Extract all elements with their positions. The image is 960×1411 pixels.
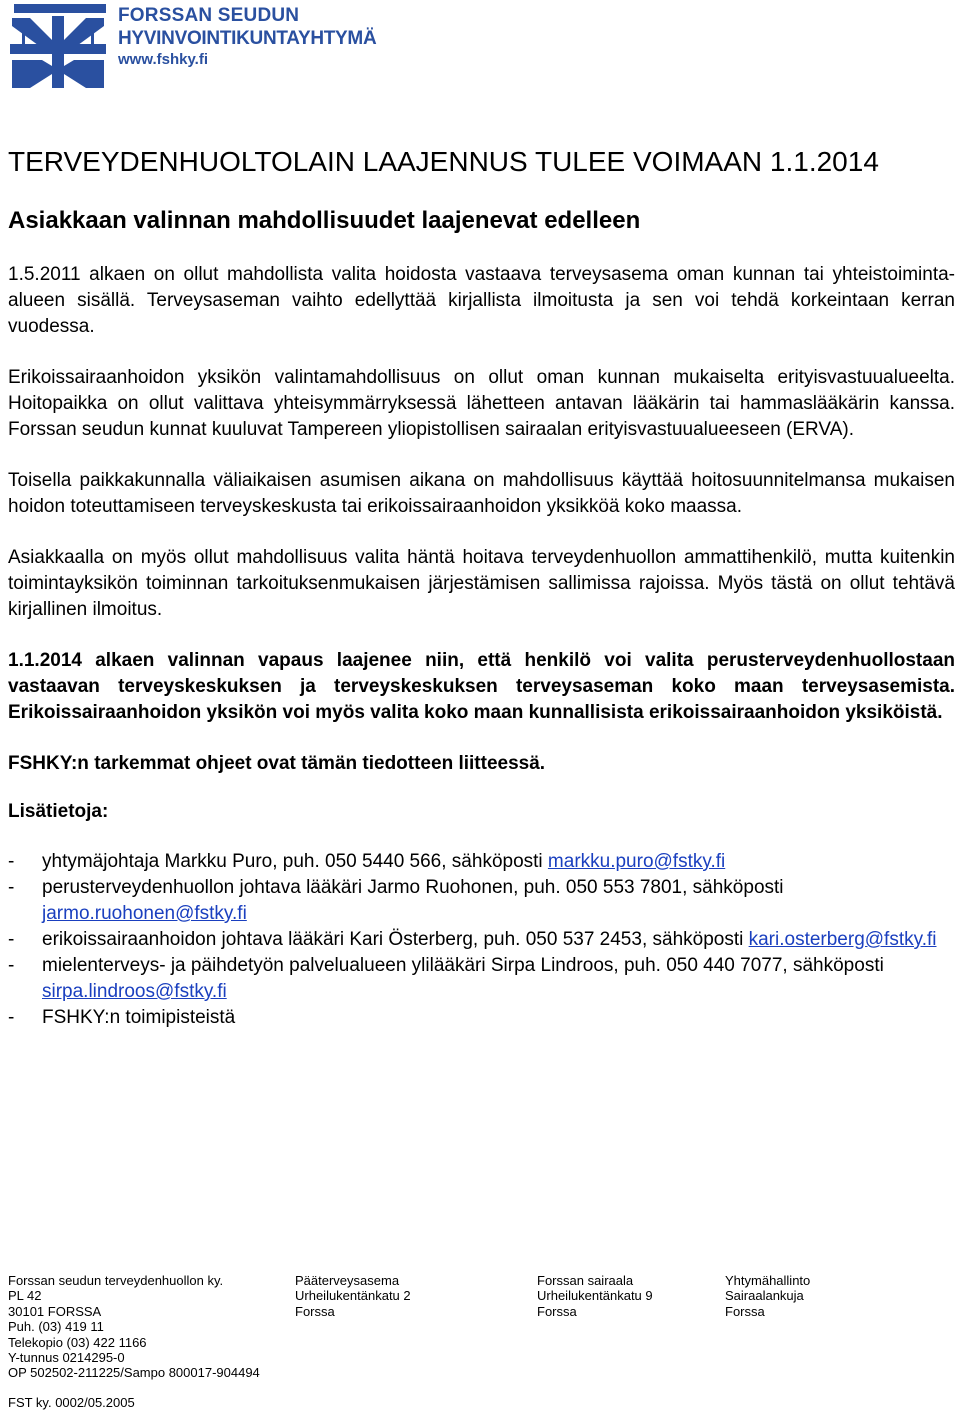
list-dash: - [8,877,15,898]
contact-item [8,953,955,1005]
logo-line-name: FORSSAN SEUDUN [118,5,300,26]
instructions-note: FSHKY:n tarkemmat ohjeet ovat tämän tiedotteen liitteessä. [8,753,546,774]
footer-line: Puh. (03) 419 11 [8,1319,104,1335]
logo-line-organization: HYVINVOINTIKUNTAYHTYMÄ [118,28,377,49]
form-code: FST ky. 0002/05.2005 [8,1395,135,1410]
paragraph: 1.5.2011 alkaen on ollut mahdollista valita hoidosta vastaava terveysasema oman kunnan tai yhteistoiminta-alueen sisällä. Terveysaseman vaihto edellyttää kirjallista ilmoitusta ja sen voi tehdä korkeintaan kerran vuodessa. [8,264,955,337]
document-subtitle: Asiakkaan valinnan mahdollisuudet laajenevat edelleen [8,207,641,234]
footer-line: OP 502502-211225/Sampo 800017-904494 [8,1365,260,1381]
contact-item [8,927,955,953]
logo-website: www.fshky.fi [118,51,209,68]
organization-logo [8,4,377,92]
footer-line: Forssan sairaala [537,1273,634,1288]
footer-column-health-center [295,1273,411,1319]
document-title: TERVEYDENHUOLTOLAIN LAAJENNUS TULEE VOIMAAN 1.1.2014 [8,146,879,177]
document-body [8,262,955,1031]
email-link[interactable]: sirpa.lindroos@fstky.fi [42,981,227,1002]
paragraph: Toisella paikkakunnalla väliaikaisen asumisen aikana on mahdollisuus käyttää hoitosuunnitelmansa mukaisen hoidon toteuttamiseen terveyskeskusta tai erikoissairaanhoidon yksikköä koko maassa. [8,470,955,517]
paragraph: Asiakkaalla on myös ollut mahdollisuus valita häntä hoitava terveydenhuollon ammattihenkilö, mutta kuitenkin toimintayksikön toiminnan tarkoituksenmukaisen järjestämisen sallimissa rajoissa. Myös tästä on ollut tehtävä kirjallinen ilmoitus. [8,547,955,620]
list-dash: - [8,929,15,950]
footer-line: Yhtymähallinto [725,1273,811,1288]
contact-item [8,875,955,927]
email-link[interactable]: markku.puro@fstky.fi [547,851,726,872]
footer-column-organization [8,1273,260,1381]
footer-line: Y-tunnus 0214295-0 [8,1349,125,1365]
footer-line: Pääterveysasema [295,1273,400,1288]
footer-line: Forssa [295,1303,335,1319]
footer-column-hospital [537,1273,653,1319]
footer-line: Forssa [725,1303,765,1319]
footer-line: Urheilukentänkatu 9 [537,1288,653,1304]
email-link[interactable]: kari.osterberg@fstky.fi [748,929,937,950]
footer-line: Sairaalankuja [725,1288,804,1304]
footer-line: Forssan seudun terveydenhuollon ky. [8,1273,224,1288]
footer-line: PL 42 [8,1288,42,1304]
contact-item [8,1005,955,1031]
contact-item [8,849,955,875]
contact-text: FSHKY:n toimipisteistä [42,1007,236,1028]
footer-line: Forssa [537,1303,577,1319]
more-info-label: Lisätietoja: [8,801,109,822]
footer-line: Telekopio (03) 422 1166 [8,1334,147,1350]
footer-line: Urheilukentänkatu 2 [295,1288,411,1304]
paragraph-bold: 1.1.2014 alkaen valinnan vapaus laajenee niin, että henkilö voi valita perusterveydenhuollostaan vastaavan terveyskeskuksen ja terveyskeskuksen terveysaseman koko maan terveysasemista. Erikoissairaanhoidon yksikön voi myös valita koko maan kunnallisista erikoissairaanhoidon yksiköistä. [8,650,955,723]
contact-text: yhtymäjohtaja Markku Puro, puh. 050 5440 566, sähköposti [42,851,548,872]
footer-line: 30101 FORSSA [8,1303,102,1319]
contact-list [8,849,955,1031]
footer-column-administration [725,1273,810,1319]
contact-text: erikoissairaanhoidon johtava lääkäri Kari Österberg, puh. 050 537 2453, sähköposti [42,929,749,950]
contact-text: mielenterveys- ja päihdetyön palvelualueen ylilääkäri Sirpa Lindroos, puh. 050 440 7077, sähköposti [42,955,884,976]
list-dash: - [8,851,15,872]
cross-logo-icon [8,4,108,90]
email-link[interactable]: jarmo.ruohonen@fstky.fi [42,903,247,924]
paragraph: Erikoissairaanhoidon yksikön valintamahdollisuus on ollut oman kunnan mukaiselta erityisvastuualueelta. Hoitopaikka on ollut valittava yhteisymmärryksessä lähetteen antavan lääkärin tai hammaslääkärin kanssa. Forssan seudun kunnat kuuluvat Tampereen yliopistollisen sairaalan erityisvastuualueeseen (ERVA). [8,367,955,440]
contact-text: perusterveydenhuollon johtava lääkäri Jarmo Ruohonen, puh. 050 553 7801, sähköposti [42,877,784,898]
list-dash: - [8,955,15,976]
list-dash: - [8,1007,15,1028]
